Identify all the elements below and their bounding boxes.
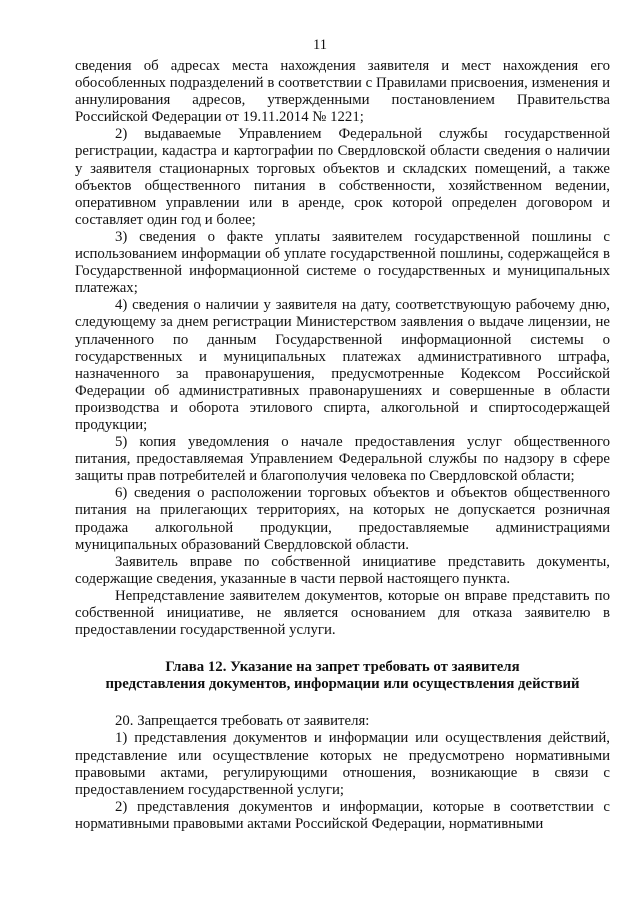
paragraph: Заявитель вправе по собственной инициативе представить документы, содержащие сведения, указанные в части первой настоящего пункта. xyxy=(75,553,610,587)
chapter-heading-line: представления документов, информации или осуществления действий xyxy=(105,676,580,693)
paragraph: 6) сведения о расположении торговых объектов и объектов общественного питания на прилегающих территориях, на которых не допускается розничная продажа алкогольной продукции, предоставляемые администрациями муниципальных образований Свердловской области. xyxy=(75,485,610,553)
paragraph: 5) копия уведомления о начале предоставления услуг общественного питания, предоставляемая Управлением Федеральной службы по надзору в сфере защиты прав потребителей и благополучия человека по Свердловской области; xyxy=(75,434,610,485)
chapter-heading-line: Глава 12. Указание на запрет требовать от заявителя xyxy=(165,659,520,676)
paragraph: 3) сведения о факте уплаты заявителем государственной пошлины с использованием информации об уплате государственной пошлины, содержащейся в Государственной информационной системе о государственных и муниципальных платежах; xyxy=(75,228,610,297)
paragraph: сведения об адресах места нахождения заявителя и мест нахождения его обособленных подразделений в соответствии с Правилами присвоения, изменения и аннулирования адресов, утвержденными постановлением Правительства Российской Федерации от 19.11.2014 № 1221; xyxy=(75,58,610,126)
paragraph: Непредставление заявителем документов, которые он вправе представить по собственной инициативе, не является основанием для отказа заявителю в предоставлении государственной услуги. xyxy=(75,587,610,639)
paragraph: 20. Запрещается требовать от заявителя: xyxy=(115,713,370,730)
document-body xyxy=(75,58,610,833)
paragraph: 2) выдаваемые Управлением Федеральной службы государственной регистрации, кадастра и картографии по Свердловской области сведения о наличии у заявителя стационарных торговых объектов и складских помещений, а также объектов общественного питания в собственности, хозяйственном ведении, оперативном управлении или в аренде, срок которой определен договором и составляет один год и более; xyxy=(75,126,610,228)
chapter-heading xyxy=(75,659,610,693)
paragraph: 4) сведения о наличии у заявителя на дату, соответствующую рабочему дню, следующему за днем регистрации Министерством заявления о выдаче лицензии, не уплаченного по данным Государственной информационной системы о государственных и муниципальных платежах административного штрафа, назначенного за правонарушения, предусмотренные Кодексом Российской Федерации об административных правонарушениях и совершенные в области производства и оборота этилового спирта, алкогольной и спиртосодержащей продукции; xyxy=(75,297,610,433)
page-number: 11 xyxy=(313,37,327,53)
paragraph: 2) представления документов и информации, которые в соответствии с нормативными правовыми актами Российской Федерации, нормативными xyxy=(75,798,610,832)
paragraph: 1) представления документов и информации или осуществления действий, представление или осуществление которых не предусмотрено нормативными правовыми актами, регулирующими отношения, возникающие в связи с предоставлением государственной услуги; xyxy=(75,730,610,798)
